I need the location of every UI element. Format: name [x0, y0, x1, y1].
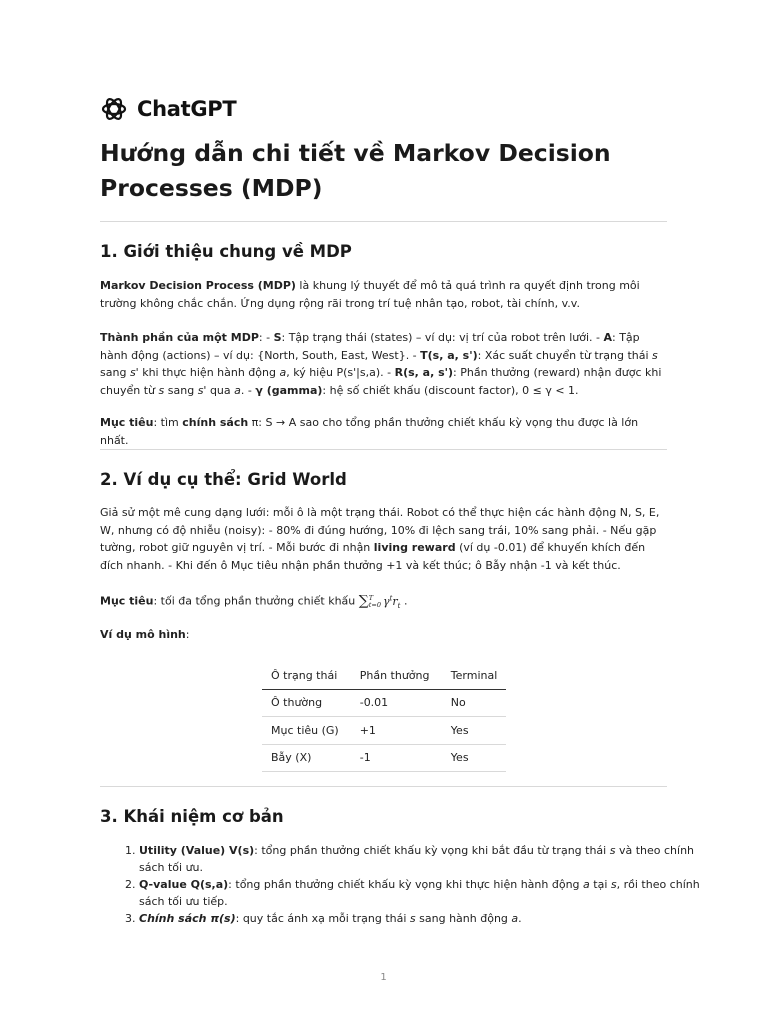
list-item: 2. Q-value Q(s,a): tổng phần thưởng chiết khấu kỳ vọng khi thực hiện hành động a tại s, rồi theo chính sách tối ưu tiếp.	[139, 876, 706, 910]
discounted-sum-formula: ∑ T t=0 $\gamma^tr_t$	[358, 592, 401, 610]
section-2-paragraph-model: Ví dụ mô hình:	[100, 628, 190, 641]
document-title: Hướng dẫn chi tiết về Markov Decision Processes (MDP)	[100, 139, 611, 202]
divider	[100, 786, 667, 787]
term-mdp: Markov Decision Process (MDP)	[100, 279, 296, 292]
divider	[100, 221, 667, 222]
table-cell: -0.01	[359, 696, 389, 710]
table-cell: Ô thường	[271, 696, 323, 710]
column-header: Ô trạng thái	[271, 668, 338, 682]
list-item: 1. Utility (Value) V(s): tổng phần thưởng chiết khấu kỳ vọng khi bắt đầu từ trạng thái s và theo chính sách tối ưu.	[139, 842, 706, 876]
divider	[100, 449, 667, 450]
column-header: Phần thưởng	[359, 668, 430, 682]
table-row	[262, 717, 506, 745]
section-3-heading: 3. Khái niệm cơ bản	[100, 807, 284, 826]
table-cell: Yes	[450, 751, 469, 765]
table-cell: No	[450, 696, 466, 710]
chatgpt-logo-icon	[100, 95, 128, 123]
section-2-paragraph-goal: Mục tiêu: tối đa tổng phần thưởng chiết khấu ∑ T t=0 $\gamma^tr_t$ .	[100, 592, 408, 610]
section-1-paragraph-components: Thành phần của một MDP: - S: Tập trạng thái (states) – ví dụ: vị trí của robot trên lưới. - A: Tập hành động (actions) – ví dụ: {North, South, East, West}. - T(s, a, s'): Xác suất chuyển từ trạng thái s sang s' khi thực hiện hành động a, ký hiệu P(s'|s,a). - R(s, a, s'): Phần thưởng (reward) nhận được khi chuyển từ s sang s' qua a. - γ (gamma): hệ số chiết khấu (discount factor), 0 ≤ γ < 1.	[100, 331, 662, 397]
section-1-heading: 1. Giới thiệu chung về MDP	[100, 242, 352, 261]
column-header: Terminal	[450, 668, 498, 682]
table-cell: -1	[359, 751, 371, 765]
table-row	[262, 744, 506, 772]
brand-header	[100, 95, 236, 123]
table-header-row	[262, 662, 506, 689]
section-1-paragraph-goal: Mục tiêu: tìm chính sách π: S → A sao cho tổng phần thưởng chiết khấu kỳ vọng thu được là lớn nhất.	[100, 416, 639, 447]
section-2-heading: 2. Ví dụ cụ thể: Grid World	[100, 470, 347, 489]
list-item: 3. Chính sách π(s): quy tắc ánh xạ mỗi trạng thái s sang hành động a.	[139, 910, 706, 927]
reward-table	[262, 662, 506, 772]
table-cell: Mục tiêu (G)	[271, 723, 339, 737]
concept-list	[100, 842, 706, 927]
page-number: 1	[380, 972, 387, 983]
table-row	[262, 689, 506, 717]
table-cell: Yes	[450, 723, 469, 737]
table-cell: +1	[359, 723, 376, 737]
table-cell: Bẫy (X)	[271, 751, 312, 765]
section-1-paragraph-intro: Markov Decision Process (MDP) là khung lý thuyết để mô tả quá trình ra quyết định trong môi trường không chắc chắn. Ứng dụng rộng rãi trong trí tuệ nhân tạo, robot, tài chính, v.v.	[100, 279, 640, 310]
brand-name: ChatGPT	[137, 97, 237, 121]
section-2-paragraph-gridworld: Giả sử một mê cung dạng lưới: mỗi ô là một trạng thái. Robot có thể thực hiện các hành động N, S, E, W, nhưng có độ nhiễu (noisy): - 80% đi đúng hướng, 10% đi lệch sang trái, 10% sang phải. - Nếu gặp tường, robot giữ nguyên vị trí. - Mỗi bước đi nhận living reward (ví dụ -0.01) để khuyến khích đến đích nhanh. - Khi đến ô Mục tiêu nhận phần thưởng +1 và kết thúc; ô Bẫy nhận -1 và kết thúc.	[100, 506, 660, 572]
